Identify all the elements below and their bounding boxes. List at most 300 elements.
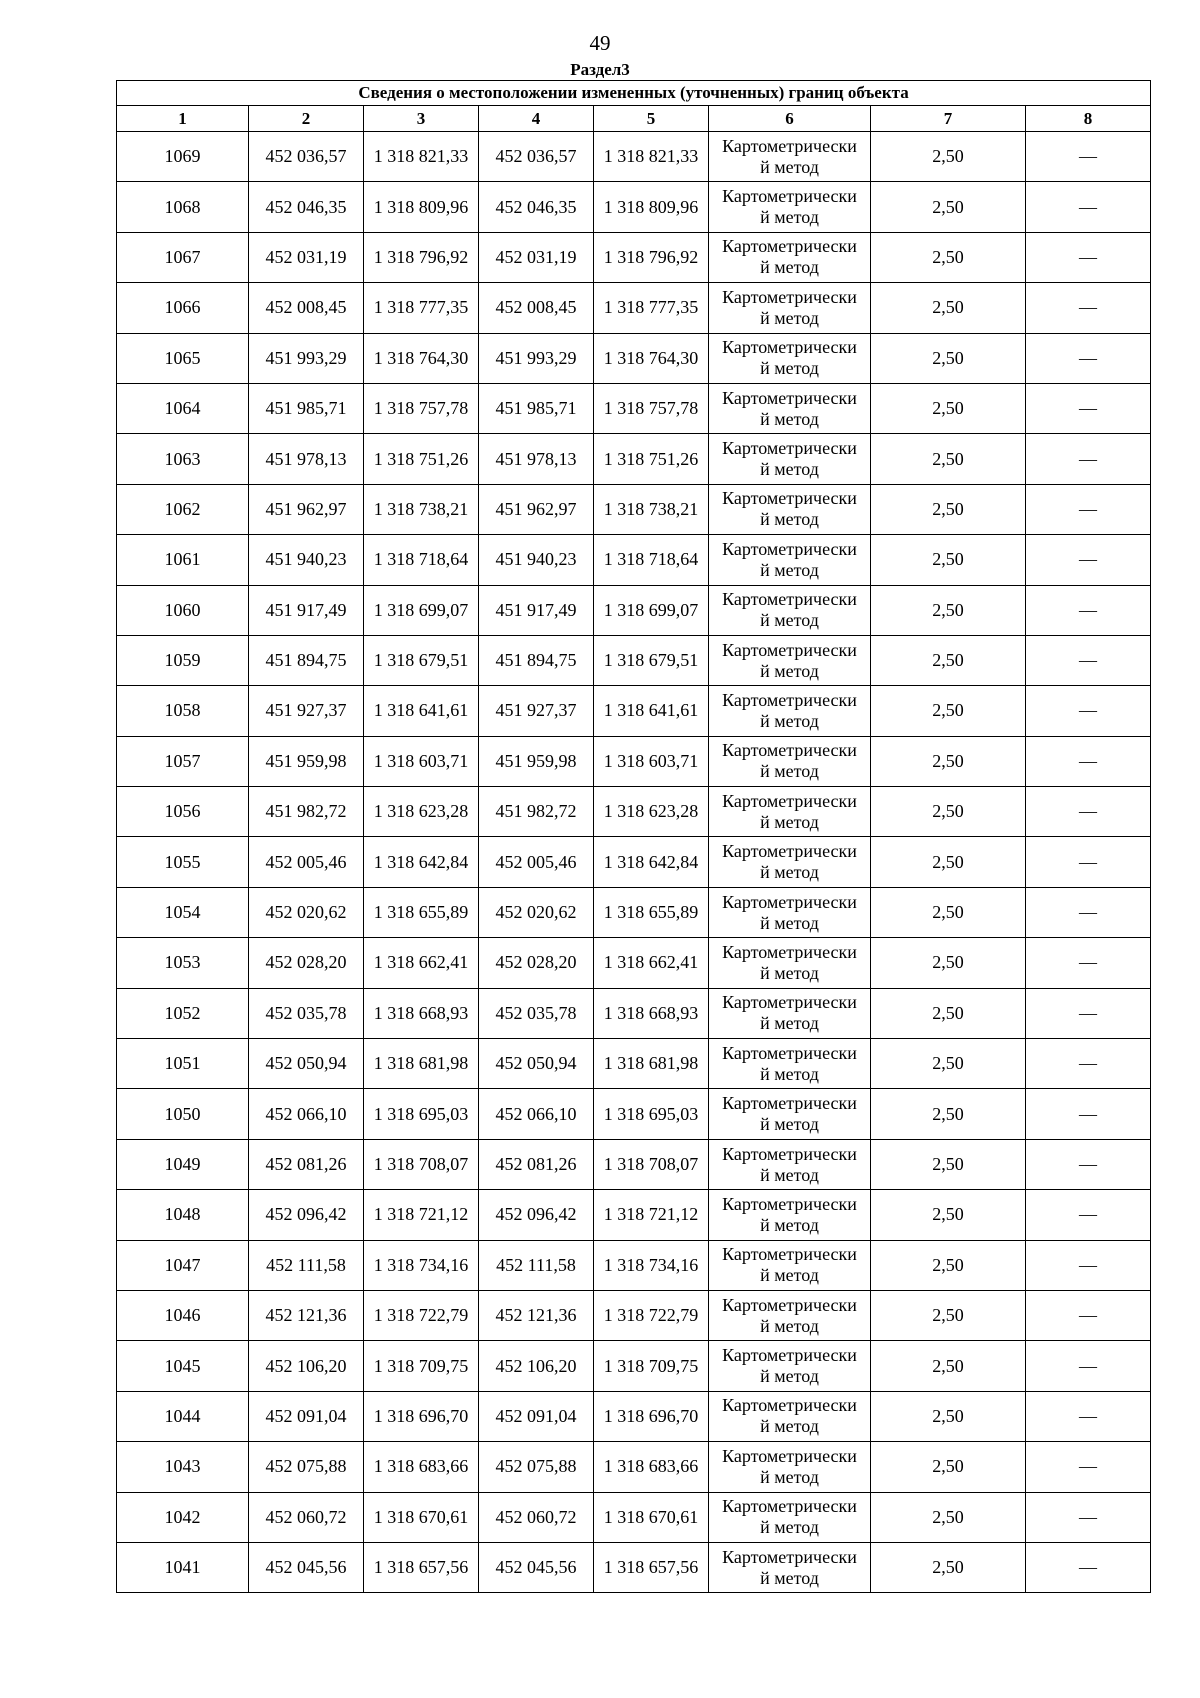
point-number-cell: 1047 [117, 1240, 249, 1290]
method-text: Картометрически [722, 286, 857, 307]
method-text: й метод [760, 408, 819, 429]
note-cell: — [1026, 585, 1151, 635]
point-number-cell: 1056 [117, 787, 249, 837]
accuracy-cell: 2,50 [871, 787, 1026, 837]
method-cell [709, 887, 871, 937]
method-text: й метод [760, 1366, 819, 1387]
refined-y-cell: 1 318 738,21 [594, 484, 709, 534]
column-number: 6 [709, 106, 871, 132]
accuracy-cell: 2,50 [871, 938, 1026, 988]
refined-y-cell: 1 318 696,70 [594, 1391, 709, 1441]
refined-y-cell: 1 318 764,30 [594, 333, 709, 383]
point-number-cell: 1062 [117, 484, 249, 534]
note-cell: — [1026, 1190, 1151, 1240]
note-cell: — [1026, 635, 1151, 685]
existing-x-cell: 451 962,97 [249, 484, 364, 534]
accuracy-cell: 2,50 [871, 686, 1026, 736]
note-cell: — [1026, 484, 1151, 534]
table-row [117, 535, 1151, 585]
method-cell [709, 1341, 871, 1391]
accuracy-cell: 2,50 [871, 1492, 1026, 1542]
refined-x-cell: 452 060,72 [479, 1492, 594, 1542]
page-number: 49 [589, 31, 611, 55]
existing-y-cell: 1 318 696,70 [364, 1391, 479, 1441]
method-cell [709, 787, 871, 837]
table-row [117, 1542, 1151, 1592]
existing-y-cell: 1 318 721,12 [364, 1190, 479, 1240]
point-number-cell: 1053 [117, 938, 249, 988]
method-text: Картометрически [722, 236, 857, 257]
existing-y-cell: 1 318 699,07 [364, 585, 479, 635]
table-row [117, 938, 1151, 988]
refined-y-cell: 1 318 623,28 [594, 787, 709, 837]
refined-x-cell: 452 036,57 [479, 132, 594, 182]
table-row [117, 1089, 1151, 1139]
method-text: й метод [760, 207, 819, 228]
method-text: Картометрически [722, 1294, 857, 1315]
column-number: 2 [249, 106, 364, 132]
refined-x-cell: 452 091,04 [479, 1391, 594, 1441]
existing-x-cell: 452 035,78 [249, 988, 364, 1038]
accuracy-cell: 2,50 [871, 333, 1026, 383]
note-cell: — [1026, 434, 1151, 484]
method-cell [709, 182, 871, 232]
method-text: й метод [760, 862, 819, 883]
refined-x-cell: 452 020,62 [479, 887, 594, 937]
note-cell: — [1026, 1290, 1151, 1340]
refined-y-cell: 1 318 662,41 [594, 938, 709, 988]
method-text: Картометрически [722, 689, 857, 710]
table-row [117, 988, 1151, 1038]
existing-x-cell: 452 060,72 [249, 1492, 364, 1542]
point-number-cell: 1051 [117, 1039, 249, 1089]
table-caption-row [117, 81, 1151, 106]
existing-y-cell: 1 318 683,66 [364, 1442, 479, 1492]
existing-x-cell: 451 959,98 [249, 736, 364, 786]
table-row [117, 383, 1151, 433]
refined-x-cell: 452 121,36 [479, 1290, 594, 1340]
refined-y-cell: 1 318 655,89 [594, 887, 709, 937]
refined-x-cell: 452 081,26 [479, 1139, 594, 1189]
refined-x-cell: 452 028,20 [479, 938, 594, 988]
refined-x-cell: 452 008,45 [479, 283, 594, 333]
method-text: й метод [760, 1013, 819, 1034]
note-cell: — [1026, 1139, 1151, 1189]
accuracy-cell: 2,50 [871, 232, 1026, 282]
method-text: й метод [760, 1114, 819, 1135]
table-row [117, 484, 1151, 534]
point-number-cell: 1065 [117, 333, 249, 383]
refined-y-cell: 1 318 657,56 [594, 1542, 709, 1592]
refined-y-cell: 1 318 734,16 [594, 1240, 709, 1290]
note-cell: — [1026, 887, 1151, 937]
method-text: й метод [760, 610, 819, 631]
method-text: й метод [760, 912, 819, 933]
method-text: Картометрически [722, 639, 857, 660]
refined-y-cell: 1 318 695,03 [594, 1089, 709, 1139]
refined-y-cell: 1 318 796,92 [594, 232, 709, 282]
table-row [117, 434, 1151, 484]
point-number-cell: 1054 [117, 887, 249, 937]
existing-y-cell: 1 318 821,33 [364, 132, 479, 182]
method-text: й метод [760, 1466, 819, 1487]
method-text: Картометрически [722, 1093, 857, 1114]
refined-x-cell: 451 985,71 [479, 383, 594, 433]
method-cell [709, 383, 871, 433]
refined-x-cell: 452 005,46 [479, 837, 594, 887]
method-text: Картометрически [722, 387, 857, 408]
table-row [117, 1190, 1151, 1240]
existing-y-cell: 1 318 722,79 [364, 1290, 479, 1340]
accuracy-cell: 2,50 [871, 1290, 1026, 1340]
column-numbers-row [117, 106, 1151, 132]
refined-x-cell: 451 978,13 [479, 434, 594, 484]
refined-y-cell: 1 318 809,96 [594, 182, 709, 232]
note-cell: — [1026, 1391, 1151, 1441]
method-text: й метод [760, 761, 819, 782]
refined-y-cell: 1 318 721,12 [594, 1190, 709, 1240]
refined-x-cell: 452 075,88 [479, 1442, 594, 1492]
accuracy-cell: 2,50 [871, 887, 1026, 937]
table-row [117, 1290, 1151, 1340]
accuracy-cell: 2,50 [871, 484, 1026, 534]
existing-y-cell: 1 318 738,21 [364, 484, 479, 534]
accuracy-cell: 2,50 [871, 585, 1026, 635]
note-cell: — [1026, 1039, 1151, 1089]
method-cell [709, 1039, 871, 1089]
method-cell [709, 232, 871, 282]
method-text: й метод [760, 459, 819, 480]
method-cell [709, 635, 871, 685]
point-number-cell: 1060 [117, 585, 249, 635]
refined-y-cell: 1 318 603,71 [594, 736, 709, 786]
existing-x-cell: 452 028,20 [249, 938, 364, 988]
note-cell: — [1026, 1492, 1151, 1542]
method-text: й метод [760, 1164, 819, 1185]
note-cell: — [1026, 132, 1151, 182]
existing-y-cell: 1 318 681,98 [364, 1039, 479, 1089]
point-number-cell: 1048 [117, 1190, 249, 1240]
accuracy-cell: 2,50 [871, 1341, 1026, 1391]
refined-x-cell: 452 111,58 [479, 1240, 594, 1290]
method-text: Картометрически [722, 1445, 857, 1466]
table-row [117, 736, 1151, 786]
refined-y-cell: 1 318 699,07 [594, 585, 709, 635]
method-text: Картометрически [722, 589, 857, 610]
method-text: Картометрически [722, 186, 857, 207]
existing-y-cell: 1 318 603,71 [364, 736, 479, 786]
accuracy-cell: 2,50 [871, 1240, 1026, 1290]
existing-x-cell: 452 036,57 [249, 132, 364, 182]
existing-x-cell: 452 050,94 [249, 1039, 364, 1089]
method-cell [709, 1542, 871, 1592]
method-cell [709, 484, 871, 534]
point-number-cell: 1059 [117, 635, 249, 685]
table-row [117, 635, 1151, 685]
note-cell: — [1026, 1542, 1151, 1592]
method-cell [709, 132, 871, 182]
method-text: й метод [760, 358, 819, 379]
existing-x-cell: 452 096,42 [249, 1190, 364, 1240]
existing-y-cell: 1 318 718,64 [364, 535, 479, 585]
point-number-cell: 1041 [117, 1542, 249, 1592]
existing-y-cell: 1 318 668,93 [364, 988, 479, 1038]
point-number-cell: 1066 [117, 283, 249, 333]
note-cell: — [1026, 787, 1151, 837]
refined-x-cell: 452 066,10 [479, 1089, 594, 1139]
existing-x-cell: 452 121,36 [249, 1290, 364, 1340]
note-cell: — [1026, 736, 1151, 786]
method-text: й метод [760, 257, 819, 278]
refined-x-cell: 451 894,75 [479, 635, 594, 685]
method-cell [709, 686, 871, 736]
table-row [117, 787, 1151, 837]
method-text: й метод [760, 1517, 819, 1538]
table-row [117, 333, 1151, 383]
refined-x-cell: 451 940,23 [479, 535, 594, 585]
refined-y-cell: 1 318 668,93 [594, 988, 709, 1038]
note-cell: — [1026, 938, 1151, 988]
method-text: Картометрически [722, 337, 857, 358]
point-number-cell: 1044 [117, 1391, 249, 1441]
method-text: й метод [760, 811, 819, 832]
accuracy-cell: 2,50 [871, 988, 1026, 1038]
method-text: Картометрически [722, 488, 857, 509]
method-text: й метод [760, 660, 819, 681]
method-cell [709, 1492, 871, 1542]
column-number: 4 [479, 106, 594, 132]
refined-x-cell: 452 046,35 [479, 182, 594, 232]
existing-x-cell: 452 020,62 [249, 887, 364, 937]
method-text: й метод [760, 1315, 819, 1336]
refined-y-cell: 1 318 757,78 [594, 383, 709, 433]
point-number-cell: 1043 [117, 1442, 249, 1492]
method-text: Картометрически [722, 1143, 857, 1164]
note-cell: — [1026, 232, 1151, 282]
table-row [117, 1341, 1151, 1391]
existing-x-cell: 451 927,37 [249, 686, 364, 736]
table-row [117, 837, 1151, 887]
refined-x-cell: 451 962,97 [479, 484, 594, 534]
method-text: Картометрически [722, 790, 857, 811]
method-cell [709, 1290, 871, 1340]
method-cell [709, 333, 871, 383]
method-text: Картометрически [722, 1496, 857, 1517]
refined-y-cell: 1 318 642,84 [594, 837, 709, 887]
method-text: й метод [760, 509, 819, 530]
note-cell: — [1026, 283, 1151, 333]
accuracy-cell: 2,50 [871, 132, 1026, 182]
refined-y-cell: 1 318 751,26 [594, 434, 709, 484]
refined-y-cell: 1 318 679,51 [594, 635, 709, 685]
table-row [117, 132, 1151, 182]
refined-y-cell: 1 318 708,07 [594, 1139, 709, 1189]
point-number-cell: 1069 [117, 132, 249, 182]
refined-y-cell: 1 318 821,33 [594, 132, 709, 182]
table-row [117, 1240, 1151, 1290]
table-row [117, 585, 1151, 635]
method-text: Картометрически [722, 1193, 857, 1214]
method-text: Картометрически [722, 1345, 857, 1366]
column-number: 5 [594, 106, 709, 132]
point-number-cell: 1064 [117, 383, 249, 433]
method-text: Картометрически [722, 841, 857, 862]
note-cell: — [1026, 837, 1151, 887]
existing-x-cell: 451 978,13 [249, 434, 364, 484]
existing-x-cell: 452 046,35 [249, 182, 364, 232]
point-number-cell: 1063 [117, 434, 249, 484]
existing-x-cell: 452 091,04 [249, 1391, 364, 1441]
method-text: Картометрически [722, 1244, 857, 1265]
refined-x-cell: 451 982,72 [479, 787, 594, 837]
existing-x-cell: 452 066,10 [249, 1089, 364, 1139]
method-text: й метод [760, 1567, 819, 1588]
method-cell [709, 1391, 871, 1441]
existing-x-cell: 452 106,20 [249, 1341, 364, 1391]
existing-x-cell: 451 993,29 [249, 333, 364, 383]
refined-y-cell: 1 318 709,75 [594, 1341, 709, 1391]
accuracy-cell: 2,50 [871, 1139, 1026, 1189]
refined-x-cell: 452 106,20 [479, 1341, 594, 1391]
column-number: 8 [1026, 106, 1151, 132]
method-text: й метод [760, 710, 819, 731]
note-cell: — [1026, 1442, 1151, 1492]
accuracy-cell: 2,50 [871, 1542, 1026, 1592]
existing-y-cell: 1 318 641,61 [364, 686, 479, 736]
existing-y-cell: 1 318 623,28 [364, 787, 479, 837]
table-body [117, 132, 1151, 1593]
column-number: 7 [871, 106, 1026, 132]
existing-y-cell: 1 318 695,03 [364, 1089, 479, 1139]
refined-x-cell: 452 045,56 [479, 1542, 594, 1592]
method-text: Картометрически [722, 538, 857, 559]
table-row [117, 232, 1151, 282]
existing-y-cell: 1 318 670,61 [364, 1492, 479, 1542]
existing-y-cell: 1 318 734,16 [364, 1240, 479, 1290]
table-row [117, 283, 1151, 333]
refined-y-cell: 1 318 718,64 [594, 535, 709, 585]
refined-x-cell: 451 959,98 [479, 736, 594, 786]
refined-y-cell: 1 318 681,98 [594, 1039, 709, 1089]
method-cell [709, 938, 871, 988]
accuracy-cell: 2,50 [871, 1391, 1026, 1441]
existing-y-cell: 1 318 655,89 [364, 887, 479, 937]
section-title: Раздел3 [570, 60, 630, 79]
point-number-cell: 1057 [117, 736, 249, 786]
refined-y-cell: 1 318 683,66 [594, 1442, 709, 1492]
method-cell [709, 1190, 871, 1240]
accuracy-cell: 2,50 [871, 1089, 1026, 1139]
existing-y-cell: 1 318 796,92 [364, 232, 479, 282]
method-cell [709, 1089, 871, 1139]
refined-y-cell: 1 318 722,79 [594, 1290, 709, 1340]
accuracy-cell: 2,50 [871, 736, 1026, 786]
method-cell [709, 988, 871, 1038]
existing-x-cell: 451 940,23 [249, 535, 364, 585]
table-row [117, 1492, 1151, 1542]
existing-y-cell: 1 318 751,26 [364, 434, 479, 484]
refined-x-cell: 452 031,19 [479, 232, 594, 282]
refined-x-cell: 452 096,42 [479, 1190, 594, 1240]
method-cell [709, 736, 871, 786]
method-text: Картометрически [722, 135, 857, 156]
method-cell [709, 434, 871, 484]
accuracy-cell: 2,50 [871, 434, 1026, 484]
accuracy-cell: 2,50 [871, 635, 1026, 685]
method-cell [709, 1442, 871, 1492]
method-text: Картометрически [722, 1395, 857, 1416]
accuracy-cell: 2,50 [871, 837, 1026, 887]
refined-x-cell: 451 993,29 [479, 333, 594, 383]
note-cell: — [1026, 535, 1151, 585]
point-number-cell: 1058 [117, 686, 249, 736]
accuracy-cell: 2,50 [871, 1442, 1026, 1492]
refined-y-cell: 1 318 641,61 [594, 686, 709, 736]
column-number: 1 [117, 106, 249, 132]
table-row [117, 1039, 1151, 1089]
existing-x-cell: 452 031,19 [249, 232, 364, 282]
method-text: й метод [760, 1265, 819, 1286]
refined-x-cell: 452 050,94 [479, 1039, 594, 1089]
existing-y-cell: 1 318 642,84 [364, 837, 479, 887]
existing-x-cell: 452 081,26 [249, 1139, 364, 1189]
table-row [117, 1391, 1151, 1441]
note-cell: — [1026, 686, 1151, 736]
existing-x-cell: 452 111,58 [249, 1240, 364, 1290]
point-number-cell: 1046 [117, 1290, 249, 1340]
existing-x-cell: 452 045,56 [249, 1542, 364, 1592]
table-caption: Сведения о местоположении измененных (уточненных) границ объекта [117, 81, 1151, 106]
note-cell: — [1026, 182, 1151, 232]
note-cell: — [1026, 1240, 1151, 1290]
method-cell [709, 1139, 871, 1189]
note-cell: — [1026, 1089, 1151, 1139]
refined-x-cell: 452 035,78 [479, 988, 594, 1038]
point-number-cell: 1052 [117, 988, 249, 1038]
point-number-cell: 1050 [117, 1089, 249, 1139]
coordinates-table [116, 80, 1151, 1593]
method-text: Картометрически [722, 1546, 857, 1567]
note-cell: — [1026, 383, 1151, 433]
existing-y-cell: 1 318 657,56 [364, 1542, 479, 1592]
point-number-cell: 1042 [117, 1492, 249, 1542]
existing-x-cell: 452 005,46 [249, 837, 364, 887]
existing-x-cell: 452 008,45 [249, 283, 364, 333]
point-number-cell: 1061 [117, 535, 249, 585]
existing-x-cell: 451 894,75 [249, 635, 364, 685]
method-text: й метод [760, 962, 819, 983]
refined-y-cell: 1 318 670,61 [594, 1492, 709, 1542]
point-number-cell: 1045 [117, 1341, 249, 1391]
accuracy-cell: 2,50 [871, 383, 1026, 433]
method-cell [709, 1240, 871, 1290]
method-cell [709, 283, 871, 333]
method-cell [709, 535, 871, 585]
existing-x-cell: 451 982,72 [249, 787, 364, 837]
note-cell: — [1026, 333, 1151, 383]
existing-y-cell: 1 318 757,78 [364, 383, 479, 433]
accuracy-cell: 2,50 [871, 283, 1026, 333]
accuracy-cell: 2,50 [871, 535, 1026, 585]
point-number-cell: 1049 [117, 1139, 249, 1189]
existing-y-cell: 1 318 708,07 [364, 1139, 479, 1189]
table-row [117, 887, 1151, 937]
method-text: Картометрически [722, 891, 857, 912]
point-number-cell: 1068 [117, 182, 249, 232]
method-text: й метод [760, 1416, 819, 1437]
refined-x-cell: 451 927,37 [479, 686, 594, 736]
refined-x-cell: 451 917,49 [479, 585, 594, 635]
